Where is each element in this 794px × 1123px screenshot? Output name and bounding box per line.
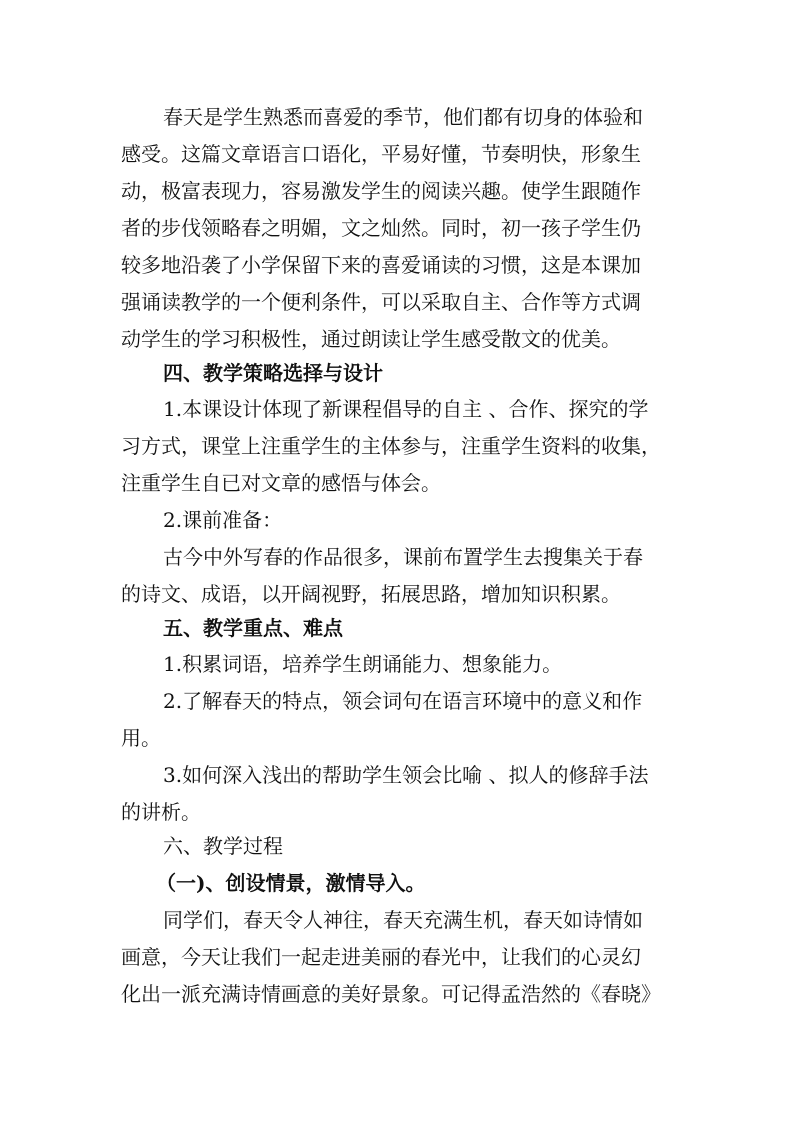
paragraph-line: 较多地沿袭了小学保留下来的喜爱诵读的习惯，这是本课加	[121, 253, 641, 277]
paragraph-line: 春天是学生熟悉而喜爱的季节，他们都有切身的体验和	[163, 105, 643, 129]
paragraph-line: 用。	[121, 726, 161, 750]
paragraph-line: 者的步伐领略春之明媚，文之灿然。同时，初一孩子学生仍	[121, 216, 641, 240]
paragraph-line: 2.课前准备：	[163, 508, 283, 532]
paragraph-line: 古今中外写春的作品很多，课前布置学生去搜集关于春	[163, 545, 643, 569]
paragraph-line: 动，极富表现力，容易激发学生的阅读兴趣。使学生跟随作	[121, 179, 641, 203]
paragraph-line: 同学们，春天令人神往，春天充满生机，春天如诗情如	[163, 908, 643, 932]
section-heading-key-points: 五、教学重点、难点	[163, 616, 343, 640]
paragraph-line: 2.了解春天的特点，领会词句在语言环境中的意义和作	[163, 689, 643, 713]
section-heading-process: 六、教学过程	[163, 834, 283, 858]
paragraph-line: 动学生的学习积极性，通过朗读让学生感受散文的优美。	[121, 327, 621, 351]
paragraph-line: 感受。这篇文章语言口语化，平易好懂，节奏明快，形象生	[121, 142, 641, 166]
section-heading-strategy: 四、教学策略选择与设计	[163, 361, 383, 385]
paragraph-line: 的讲析。	[121, 800, 201, 824]
paragraph-line: 注重学生自已对文章的感悟与体会。	[121, 471, 441, 495]
paragraph-line: 强诵读教学的一个便利条件，可以采取自主、合作等方式调	[121, 290, 641, 314]
subsection-heading-intro: （一)、创设情景，激情导入。	[156, 871, 426, 895]
paragraph-line: 习方式，课堂上注重学生的主体参与，注重学生资料的收集，	[121, 434, 661, 458]
paragraph-line: 画意，今天让我们一起走进美丽的春光中，让我们的心灵幻	[121, 945, 641, 969]
paragraph-line: 1.积累词语，培养学生朗诵能力、想象能力。	[163, 652, 563, 676]
paragraph-line: 1.本课设计体现了新课程倡导的自主 、合作、探究的学	[163, 397, 649, 421]
paragraph-line: 的诗文、成语，以开阔视野，拓展思路，增加知识积累。	[121, 582, 621, 606]
paragraph-line: 3.如何深入浅出的帮助学生领会比喻 、拟人的修辞手法	[163, 763, 649, 787]
paragraph-line: 化出一派充满诗情画意的美好景象。可记得孟浩然的《春晓》	[121, 982, 661, 1006]
